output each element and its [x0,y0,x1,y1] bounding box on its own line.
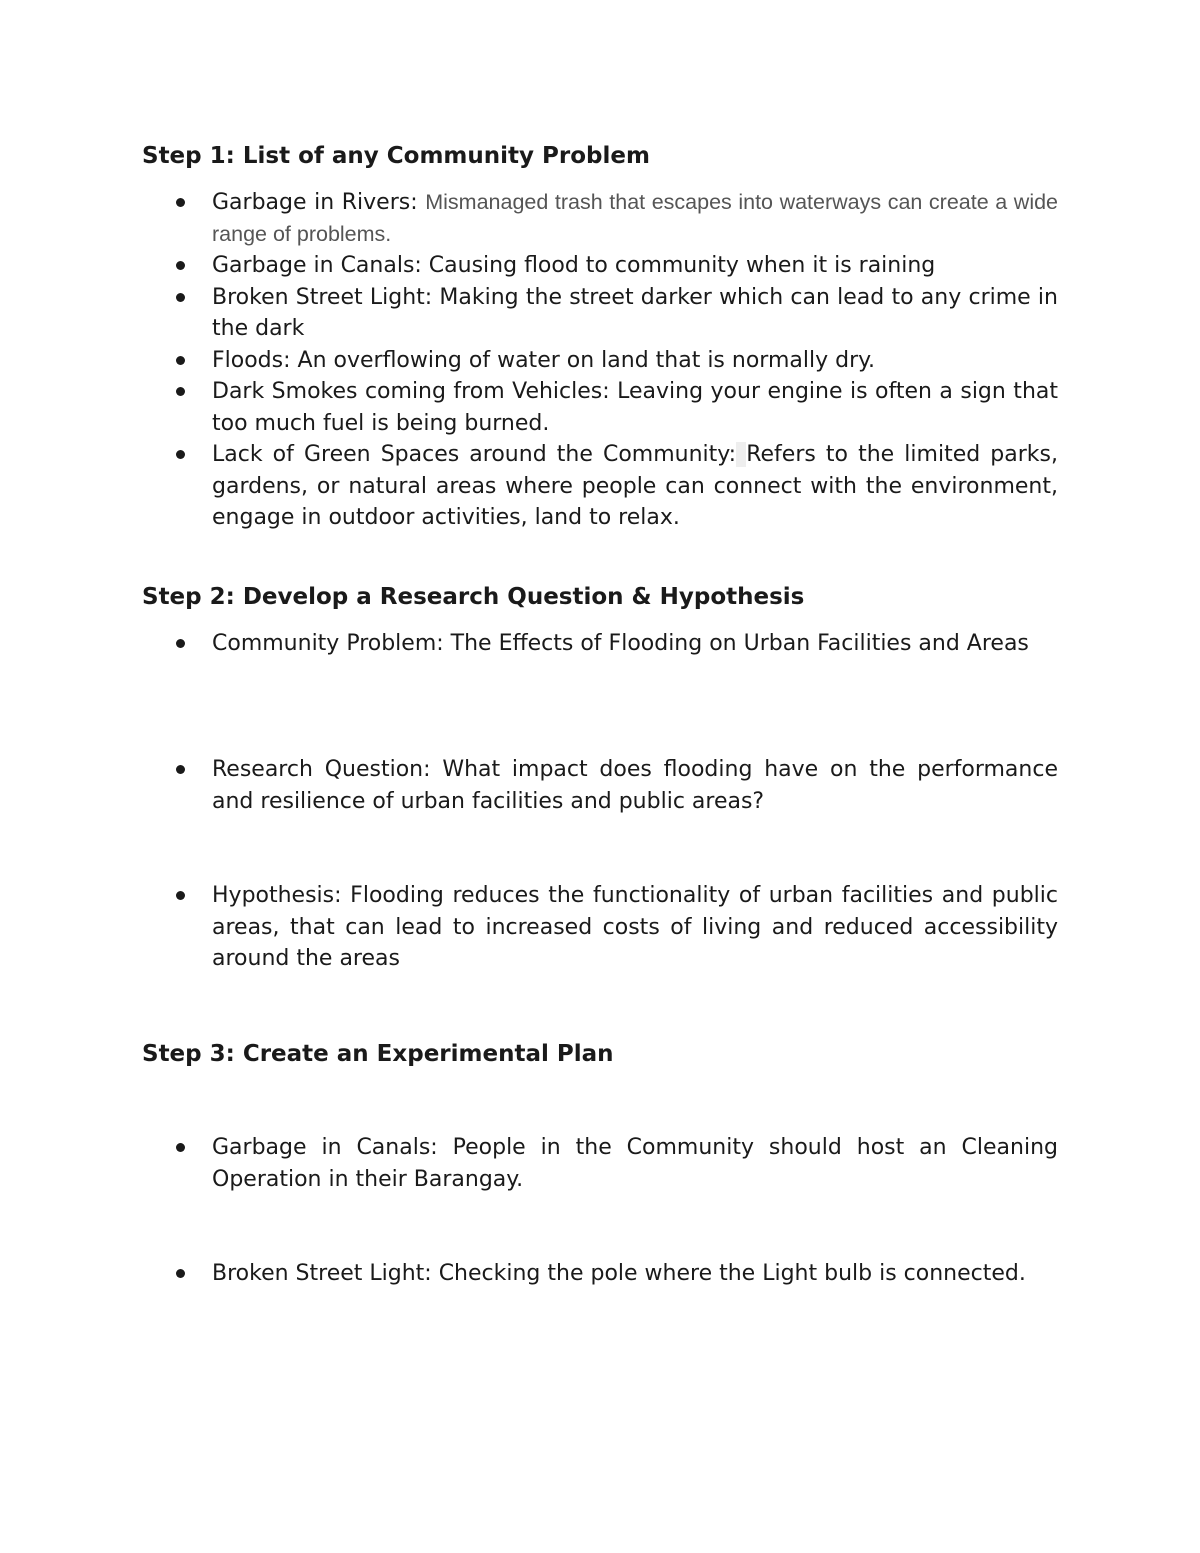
step3-list [142,1132,1058,1195]
item-description: Mismanaged trash that escapes into waterways can create a wide range of problems. [212,190,1059,246]
list-item [142,1258,1058,1290]
step2-heading: Step 2: Develop a Research Question & Hypothesis [142,584,805,610]
item-term: Garbage in Rivers: [212,190,418,215]
bullet-icon [176,891,185,900]
item-text: Garbage in Canals: People in the Community should host an Cleaning Operation in their Barangay. [212,1135,1058,1192]
list-item [142,187,1058,250]
bullet-icon [176,293,185,302]
bullet-icon [176,450,185,459]
item-text: Floods: An overflowing of water on land that is normally dry. [212,347,875,373]
item-text: Garbage in Canals: Causing flood to community when it is raining [212,253,936,278]
list-item [142,628,1058,660]
item-text: Broken Street Light: Checking the pole where the Light bulb is connected. [212,1261,1026,1286]
list-item [142,439,1058,534]
step1-list [142,187,1058,534]
text-highlight [736,442,746,467]
bullet-icon [176,1269,185,1278]
list-item [142,282,1058,345]
bullet-icon [176,639,185,648]
bullet-icon [176,356,185,365]
step2-list [142,628,1058,660]
list-item [142,376,1058,439]
step3-heading: Step 3: Create an Experimental Plan [142,1041,614,1067]
list-item [142,345,1058,377]
list-item [142,754,1058,817]
bullet-icon [176,1143,185,1152]
step3-list-streetlight [142,1258,1058,1290]
bullet-icon [176,261,185,270]
list-item [142,880,1058,975]
step1-heading: Step 1: List of any Community Problem [142,143,650,169]
bullet-icon [176,765,185,774]
item-text: Hypothesis: Flooding reduces the functionality of urban facilities and public areas, that can lead to increased costs of living and reduced accessibility around the areas [212,883,1058,971]
list-item [142,250,1058,282]
item-text: Research Question: What impact does flooding have on the performance and resilience of urban facilities and public areas? [212,757,1058,814]
item-text: Community Problem: The Effects of Flooding on Urban Facilities and Areas [212,631,1029,656]
list-item [142,1132,1058,1195]
step2-list-question [142,754,1058,817]
item-description: Refers to the limited parks, gardens, or natural areas where people can connect with the environment, engage in outdoor activities, land to relax. [212,442,1058,530]
item-text: Dark Smokes coming from Vehicles: Leaving your engine is often a sign that too much fuel is being burned. [212,379,1058,436]
bullet-icon [176,387,185,396]
step2-list-hypothesis [142,880,1058,975]
item-term: Lack of Green Spaces around the Community: [212,442,737,467]
item-text: Broken Street Light: Making the street darker which can lead to any crime in the dark [212,284,1058,341]
bullet-icon [176,198,185,207]
